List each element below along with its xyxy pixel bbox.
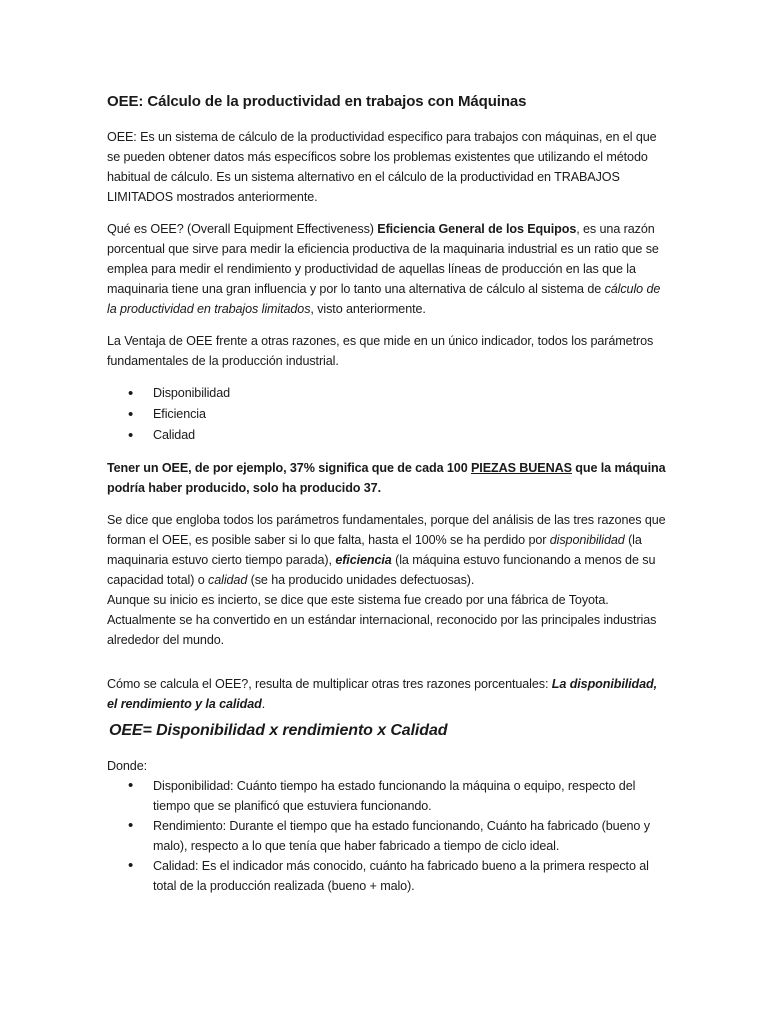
example-highlight: PIEZAS BUENAS: [471, 461, 572, 475]
calculation-text: Cómo se calcula el OEE?, resulta de multiplicar otras tres razones porcentuales:: [107, 677, 552, 691]
paragraph-calculation: [107, 674, 667, 714]
paragraph-intro: [107, 127, 667, 207]
paragraph-standard: Actualmente se ha convertido en un estándar internacional, reconocido por las principales industrias alrededor del mundo.: [107, 613, 657, 647]
analysis-text-4: (se ha producido unidades defectuosas).: [247, 573, 475, 587]
intro-lead: OEE:: [107, 130, 137, 144]
document-title: OEE: Cálculo de la productividad en trabajos con Máquinas: [107, 93, 527, 110]
definition-reference: cálculo de la productividad en trabajos limitados: [107, 282, 661, 316]
oee-formula: OEE= Disponibilidad x rendimiento x Calidad: [109, 722, 448, 739]
calculation-end: .: [261, 697, 266, 711]
paragraph-advantage: La Ventaja de OEE frente a otras razones, es que mide en un único indicador, todos los parámetros fundamentales de la producción industrial.: [107, 334, 654, 368]
definition-lead: Qué es OEE? (Overall Equipment Effectiveness): [107, 222, 378, 236]
example-lead: Tener un OEE, de por ejemplo, 37% significa que de cada 100: [107, 461, 471, 475]
calculation-factors: La disponibilidad, el rendimiento y la calidad: [107, 677, 658, 711]
analysis-text-3: (la máquina estuvo funcionando a menos de su capacidad total) o: [107, 553, 656, 587]
list-item: • Disponibilidad: [107, 383, 667, 404]
list-item: • Calidad: Es el indicador más conocido, cuánto ha fabricado bueno a la primera respecto al total de la producción realizada (bueno + malo).: [107, 856, 667, 896]
list-item: • Rendimiento: Durante el tiempo que ha estado funcionando, Cuánto ha fabricado (bueno y malo), respecto a lo que tenía que haber fabricado a tiempo de ciclo ideal.: [107, 816, 667, 856]
parameters-list: [107, 383, 667, 446]
list-item: • Disponibilidad: Cuánto tiempo ha estado funcionando la máquina o equipo, respecto del tiempo que se planificó que estuviera funcionando.: [107, 776, 667, 816]
analysis-term-disponibilidad: disponibilidad: [549, 533, 625, 547]
paragraph-analysis: [107, 510, 667, 590]
analysis-text-1: Se dice que engloba todos los parámetros fundamentales, porque del análisis de las tres razones que forman el OEE, es posible saber si lo que falta, hasta el 100% se ha perdido por: [107, 513, 666, 547]
definition-term: Eficiencia General de los Equipos: [377, 222, 577, 236]
paragraph-origin: Aunque su inicio es incierto, se dice que este sistema fue creado por una fábrica de Toyota.: [107, 593, 609, 607]
analysis-term-eficiencia: eficiencia: [335, 553, 392, 567]
donde-label: Donde:: [107, 759, 148, 773]
definitions-list: [107, 776, 667, 896]
paragraph-definition: [107, 219, 667, 319]
analysis-term-calidad: calidad: [208, 573, 248, 587]
list-item: • Calidad: [107, 425, 667, 446]
document-body: [107, 92, 667, 896]
analysis-text-2: (la maquinaria estuvo cierto tiempo parada),: [107, 533, 642, 567]
paragraph-example: [107, 458, 667, 498]
spacer: [107, 662, 667, 674]
definition-end: , visto anteriormente.: [310, 302, 426, 316]
intro-text: Es un sistema de cálculo de la productividad especifico para trabajos con máquinas, en el que se pueden obtener datos más específicos sobre los problemas existentes que utilizando el método habitual de cálculo. Es un sistema alternativo en el cálculo de la productividad en TRABAJOS LIMITADOS mostrados anteriormente.: [107, 130, 657, 204]
list-item: • Eficiencia: [107, 404, 667, 425]
example-end: que la máquina podría haber producido, solo ha producido 37.: [107, 461, 666, 495]
definition-text: , es una razón porcentual que sirve para medir la eficiencia productiva de la maquinaria industrial es un ratio que se emplea para medir el rendimiento y productividad de aquellas líneas de producción en las que la maquinaria tiene una gran influencia y por lo tanto una alternativa de cálculo al sistema de: [107, 222, 659, 296]
